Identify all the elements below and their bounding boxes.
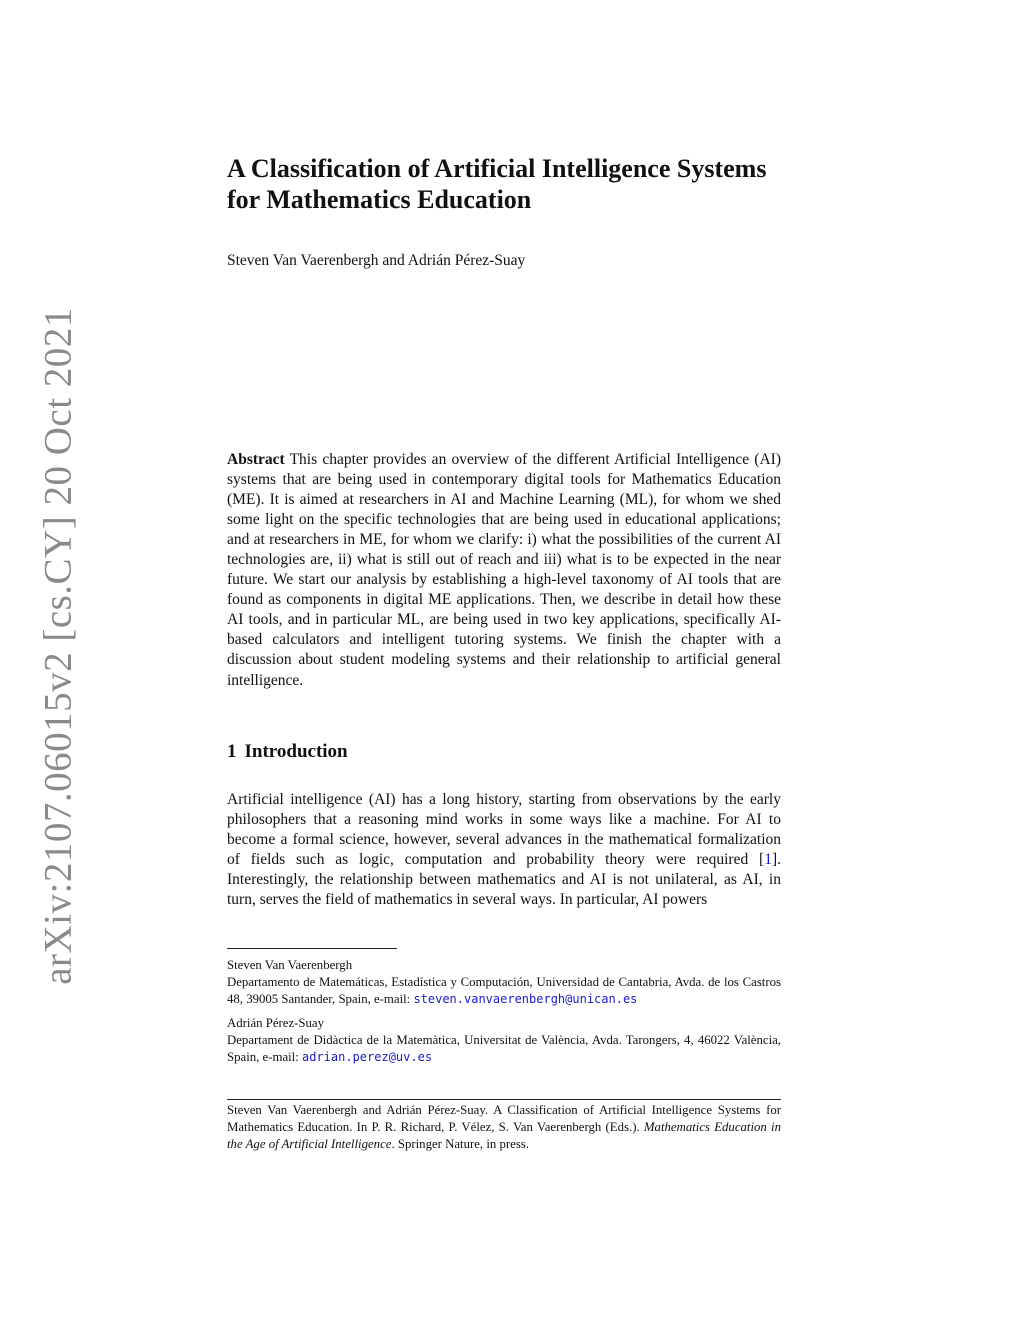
citation-text: Steven Van Vaerenbergh and Adrián Pérez-Suay. A Classification of Artificial Intelligence Systems for Mathematics Education. In P. R. Richard, P. Vélez, S. Van Vaerenbergh (Eds.). xyxy=(227,1103,781,1134)
introduction-paragraph xyxy=(227,790,781,910)
citation-tail: . Springer Nature, in press. xyxy=(391,1137,529,1151)
author1-email-link[interactable]: steven.vanvaerenbergh@unican.es xyxy=(413,992,638,1006)
publication-citation xyxy=(227,1102,781,1153)
section-heading xyxy=(227,741,348,763)
arxiv-identifier-sidebar: arXiv:2107.06015v2 [cs.CY] 20 Oct 2021 xyxy=(36,307,80,985)
section-title: Introduction xyxy=(244,741,348,762)
author2-affiliation xyxy=(227,1015,781,1066)
author1-address: Departamento de Matemáticas, Estadística y Computación, Universidad de Cantabria, Avda. de los Castros 48, 39005 Santander, Spain, e-mail: xyxy=(227,975,781,1006)
abstract-label: Abstract xyxy=(227,451,285,468)
abstract xyxy=(227,450,781,691)
author2-name: Adrián Pérez-Suay xyxy=(227,1016,325,1030)
citation-link[interactable]: 1 xyxy=(764,851,772,869)
footnote-divider xyxy=(227,948,397,949)
intro-text-2: ]. Interestingly, the relationship between mathematics and AI is not unilateral, as AI, in turn, serves the field of mathematics in several ways. In particular, AI powers xyxy=(227,851,781,909)
intro-text-1: Artificial intelligence (AI) has a long history, starting from observations by the early philosophers that a reasoning mind works in some ways like a machine. For AI to become a formal science, however, several advances in the mathematical formalization of fields such as logic, computation and probability theory were required [ xyxy=(227,791,781,869)
author1-affiliation xyxy=(227,957,781,1008)
citation-divider xyxy=(227,1099,781,1100)
book-title: Mathematics Education in the Age of Artificial Intelligence xyxy=(227,1120,781,1151)
author2-email-link[interactable]: adrian.perez@uv.es xyxy=(302,1050,433,1064)
paper-title xyxy=(227,153,807,215)
title-line-1: A Classification of Artificial Intelligence Systems xyxy=(227,154,767,183)
abstract-text: This chapter provides an overview of the different Artificial Intelligence (AI) systems that are being used in contemporary digital tools for Mathematics Education (ME). It is aimed at researchers in AI and Machine Learning (ML), for whom we shed some light on the specific technologies that are being used in educational applications; and at researchers in ME, for whom we clarify: i) what the possibilities of the current AI technologies are, ii) what is still out of reach and iii) what is to be expected in the near future. We start our analysis by establishing a high-level taxonomy of AI tools that are found as components in digital ME applications. Then, we describe in detail how these AI tools, and in particular ML, are being used in two key applications, specifically AI-based calculators and intelligent tutoring systems. We finish the chapter with a discussion about student modeling systems and their relationship to artificial general intelligence. xyxy=(227,451,781,689)
author1-name: Steven Van Vaerenbergh xyxy=(227,958,353,972)
author2-address: Departament de Didàctica de la Matemàtica, Universitat de València, Avda. Tarongers, 4, 46022 València, Spain, e-mail: xyxy=(227,1033,781,1064)
author-list: Steven Van Vaerenbergh and Adrián Pérez-Suay xyxy=(227,252,526,269)
section-number: 1 xyxy=(227,741,237,762)
title-line-2: for Mathematics Education xyxy=(227,185,532,214)
